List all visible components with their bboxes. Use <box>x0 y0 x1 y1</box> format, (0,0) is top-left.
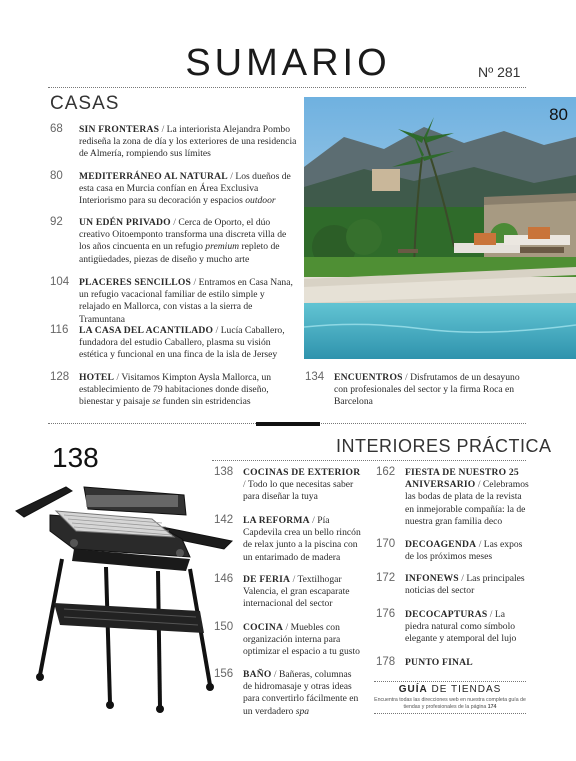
entry-title: DECOCAPTURAS <box>405 609 488 620</box>
guide-note-page: 174 <box>487 703 497 710</box>
divider-accent <box>256 422 320 426</box>
section-interiores-heading: INTERIORES PRÁCTICA <box>336 436 552 456</box>
entry-page-number: 92 <box>50 216 63 228</box>
entry-separator: / <box>475 479 483 491</box>
entry-separator: / <box>159 124 167 135</box>
entry-description: Visitamos Kimpton Aysla Mallorca, un establecimiento de 79 habitaciones donde diseño, bienestar y paisaje <box>79 372 272 408</box>
entry-separator: / <box>290 574 298 585</box>
entry-text <box>79 171 297 208</box>
guide-note <box>374 697 526 710</box>
entry-title: ENCUENTROS <box>334 372 403 383</box>
header-divider <box>48 87 526 88</box>
entry-page-number: 116 <box>50 324 69 336</box>
entry-text <box>243 622 361 659</box>
entry-title: UN EDÉN PRIVADO <box>79 217 171 228</box>
entry-text <box>334 372 524 409</box>
guide-title <box>374 684 526 695</box>
entry-page-number: 178 <box>376 656 396 668</box>
entry-title: FIESTA DE NUESTRO 25 ANIVERSARIO <box>405 467 519 491</box>
entry-text <box>243 515 361 564</box>
guide-note-text: Encuentra todas las direcciones web en nuestra completa guía de tiendas y profesionales de la página <box>374 697 526 710</box>
page-title: SUMARIO <box>185 42 391 84</box>
entry-separator: / <box>476 539 484 550</box>
entry-title: INFONEWS <box>405 573 459 584</box>
entry-title: PLACERES SENCILLOS <box>79 277 192 288</box>
guide-title-rest: DE TIENDAS <box>431 684 502 695</box>
entry-text <box>79 325 297 362</box>
entry-description: La piedra natural como símbolo elegante y atemporal del lujo <box>405 609 517 645</box>
grill-page-number: 138 <box>52 442 99 473</box>
entry-title: DE FERIA <box>243 574 291 585</box>
entry-title: LA CASA DEL ACANTILADO <box>79 325 214 336</box>
photo-page-number: 80 <box>549 105 568 124</box>
entry-italic: premium <box>205 241 240 253</box>
entry-title: DECOAGENDA <box>405 539 477 550</box>
entry-description: Textilhogar Valencia, el gran escaparate internacional del sector <box>243 574 350 610</box>
entry-title: COCINAS DE EXTERIOR <box>243 467 361 478</box>
entry-page-number: 150 <box>214 621 234 633</box>
entry-title: HOTEL <box>79 372 115 383</box>
entry-description: Bañeras, columnas de hidromasaje y otras ideas para convertirlo fácilmente en un verdadero <box>243 669 359 717</box>
entry-page-number: 176 <box>376 608 396 620</box>
entry-text <box>405 609 529 646</box>
entry-separator: / <box>243 479 248 491</box>
entry-page-number: 170 <box>376 538 396 550</box>
issue-number: Nº 281 <box>478 64 521 80</box>
entry-page-number: 80 <box>50 170 63 182</box>
entry-page-number: 172 <box>376 572 396 584</box>
entry-page-number: 68 <box>50 123 63 135</box>
entry-page-number: 162 <box>376 466 396 478</box>
entry-description: Las expos de los próximos meses <box>405 539 523 563</box>
pool-photo <box>304 97 576 359</box>
entry-title: COCINA <box>243 622 284 633</box>
entry-page-number: 146 <box>214 573 234 585</box>
entry-text <box>243 669 361 718</box>
entry-separator: / <box>213 325 221 336</box>
entry-description: Lucía Caballero, fundadora del estudio Caballero, plasma su visión estética y funcional en una finca de la isla de Jersey <box>79 325 285 361</box>
entry-page-number: 138 <box>214 466 234 478</box>
entry-text <box>79 124 297 161</box>
entry-text <box>405 539 529 563</box>
entry-separator: / <box>271 669 279 680</box>
entry-description: Los dueños de esta casa en Murcia confían en Área Exclusiva Interiorismo para su decoración y espacios <box>79 171 291 207</box>
entry-separator: / <box>402 372 411 383</box>
section-casas-heading: CASAS <box>50 93 120 114</box>
entry-description: Pía Capdevila crea un bello rincón de relax junto a la piscina con un entarimado de madera <box>243 515 361 563</box>
entry-page-number: 156 <box>214 668 234 680</box>
entry-description: La interiorista Alejandra Pombo rediseña la zona de día y los exteriores de una residencia de Almería, rompiendo sus límites <box>79 124 297 160</box>
entry-text <box>405 573 529 597</box>
entry-title: BAÑO <box>243 669 272 680</box>
entry-text <box>405 467 529 528</box>
entry-text <box>79 217 297 266</box>
entry-description-cont: funden sin estridencias <box>162 396 251 408</box>
entry-description: Cerca de Oporto, el dúo creativo Oitoemponto transforma una discreta villa de los años cincuenta en un refugio <box>79 217 287 253</box>
entry-text <box>79 372 297 409</box>
entry-description: Entramos en Casa Nana, un refugio vacacional familiar de estilo simple y relajado en Mallorca, con vistas a la sierra de Tramuntana <box>79 277 293 325</box>
entry-page-number: 142 <box>214 514 234 526</box>
entry-separator: / <box>191 277 199 288</box>
entry-title: MEDITERRÁNEO AL NATURAL <box>79 171 228 182</box>
entry-title: PUNTO FINAL <box>405 657 473 668</box>
entry-description: Todo lo que necesitas saber para diseñar la tuya <box>243 479 354 503</box>
entry-title: SIN FRONTERAS <box>79 124 160 135</box>
guide-bottom-divider <box>374 713 526 714</box>
entry-text <box>243 467 361 504</box>
entry-text <box>79 277 297 326</box>
interiores-divider <box>212 460 526 461</box>
entry-separator: / <box>170 217 179 228</box>
entry-separator: / <box>227 171 236 182</box>
entry-description: Disfrutamos de un desayuno con profesionales del sector y la firma Roca en Barcelona <box>334 372 520 408</box>
grill-photo <box>14 475 236 713</box>
entry-title: LA REFORMA <box>243 515 310 526</box>
entry-italic: outdoor <box>245 195 276 207</box>
entry-description: Las principales noticias del sector <box>405 573 525 597</box>
guide-top-divider <box>374 681 526 682</box>
guide-title-bold: GUÍA <box>398 684 428 695</box>
entry-italic: se <box>152 396 161 408</box>
entry-description-cont: repleto de antigüedades, piezas de diseño y mucho arte <box>79 241 280 265</box>
entry-page-number: 128 <box>50 371 70 383</box>
entry-separator: / <box>283 622 291 633</box>
entry-text <box>405 657 529 669</box>
entry-description: Muebles con organización interna para optimizar el espacio a tu gusto <box>243 622 360 658</box>
entry-separator: / <box>114 372 122 383</box>
entry-text <box>243 574 361 611</box>
entry-separator: / <box>458 573 467 584</box>
entry-description: Celebramos las bodas de plata de la revista en inmejorable compañía: la de nuestra gran familia deco <box>405 479 529 527</box>
entry-separator: / <box>487 609 495 620</box>
entry-italic: spa <box>295 705 310 717</box>
entry-page-number: 104 <box>50 276 70 288</box>
entry-page-number: 134 <box>305 371 325 383</box>
entry-separator: / <box>309 515 318 526</box>
